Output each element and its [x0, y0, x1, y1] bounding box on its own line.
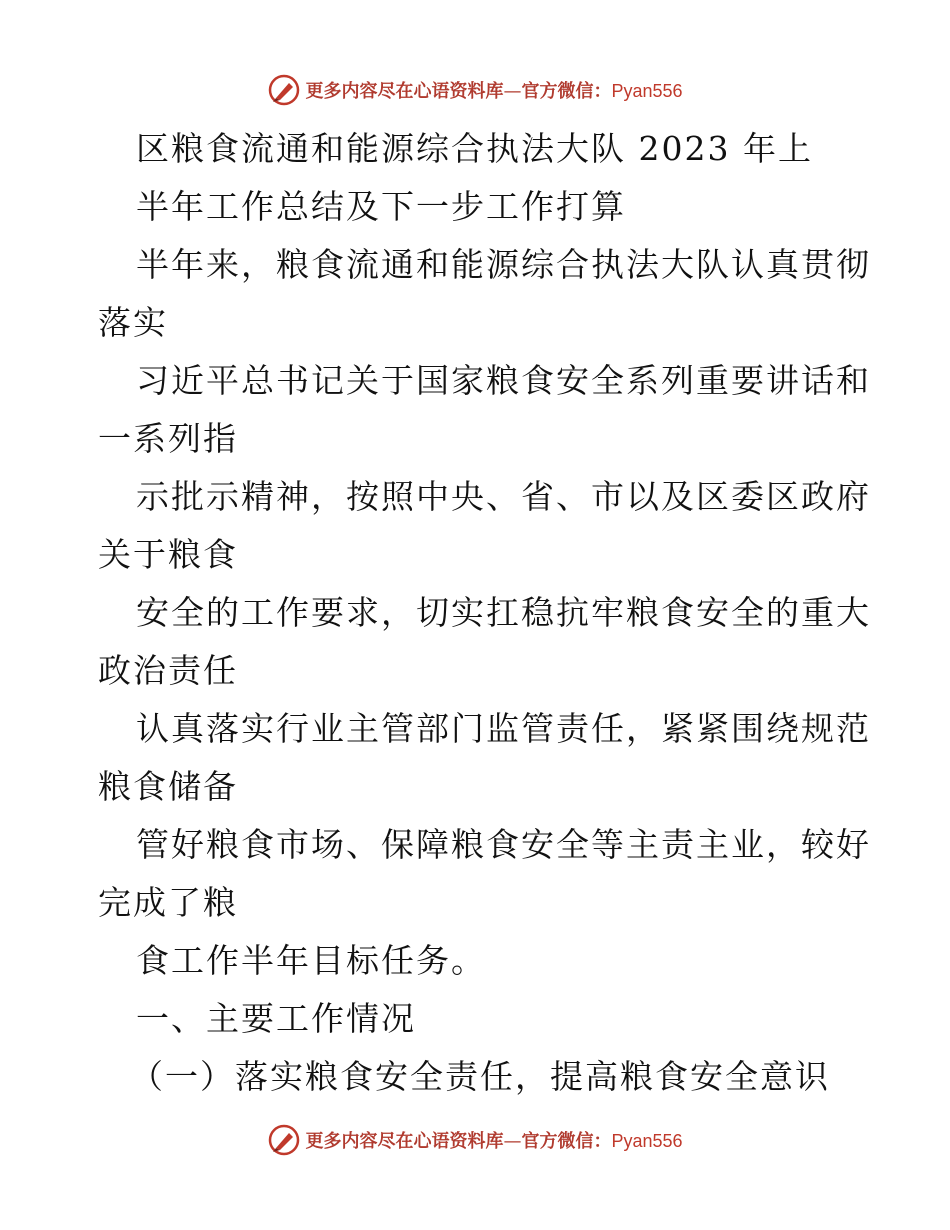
banner-text	[305, 1127, 682, 1153]
banner-dash: —	[503, 81, 522, 102]
pen-logo-icon	[267, 73, 301, 107]
paragraph-line: 食工作半年目标任务。	[136, 941, 486, 980]
banner-brand: 更多内容尽在心语资料库	[305, 81, 504, 102]
title-line-1: 区粮食流通和能源综合执法大队 2023 年上	[136, 129, 813, 168]
footer-watermark	[0, 1120, 950, 1160]
paragraph-line: 认真落实行业主管部门监管责任，紧紧围绕规范	[136, 709, 871, 748]
paragraph-line: 关于粮食	[98, 535, 238, 574]
banner-brand: 更多内容尽在心语资料库	[305, 1131, 504, 1152]
paragraph-line: 半年来，粮食流通和能源综合执法大队认真贯彻	[136, 245, 871, 284]
paragraph-line: 政治责任	[98, 651, 238, 690]
title-line-2: 半年工作总结及下一步工作打算	[136, 187, 626, 226]
paragraph-line: 管好粮食市场、保障粮食安全等主责主业，较好	[136, 825, 871, 864]
paragraph-line: 一系列指	[98, 419, 238, 458]
banner-official: 官方微信：	[521, 1131, 612, 1152]
pen-logo-icon	[267, 1123, 301, 1157]
banner-official: 官方微信：	[521, 81, 612, 102]
document-body	[98, 120, 871, 1106]
banner-wechat-id: Pyan556	[611, 1131, 683, 1151]
banner-wechat-id: Pyan556	[611, 81, 683, 101]
header-watermark	[0, 70, 950, 110]
paragraph-line: 示批示精神，按照中央、省、市以及区委区政府	[136, 477, 871, 516]
paragraph-line: 安全的工作要求，切实扛稳抗牢粮食安全的重大	[136, 593, 871, 632]
paragraph-line: 粮食储备	[98, 767, 238, 806]
banner-dash: —	[503, 1131, 522, 1152]
paragraph-line: 完成了粮	[98, 883, 238, 922]
section-heading: 一、主要工作情况	[136, 999, 416, 1038]
paragraph-line: 习近平总书记关于国家粮食安全系列重要讲话和	[136, 361, 871, 400]
paragraph-line: 落实	[98, 303, 168, 342]
subsection-heading: （一）落实粮食安全责任，提高粮食安全意识	[130, 1057, 830, 1096]
banner-text	[305, 77, 682, 103]
